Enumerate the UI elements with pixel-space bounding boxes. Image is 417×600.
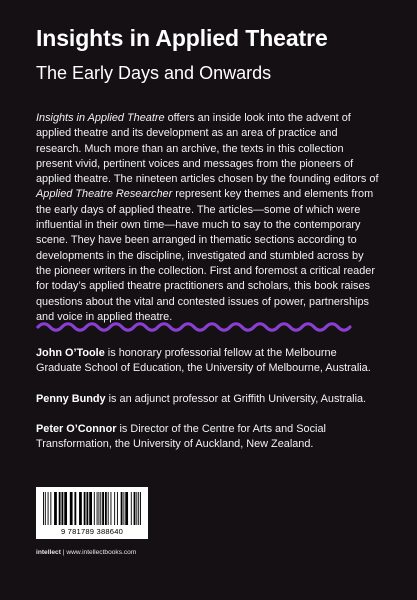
barcode-bar (86, 492, 88, 525)
barcode-bar (105, 492, 107, 525)
bio-text: is an adjunct professor at Griffith University, Australia. (105, 392, 367, 405)
barcode-bar (61, 492, 63, 525)
barcode-bar (100, 492, 101, 525)
blurb-text-part1: offers an inside look into the advent of applied theatre and its development as an area of practice and research. Much more than an archive, the texts in this collection present vivid, pertinent voices and messages from the pioneers of applied theatre. The nineteen articles chosen by the founding editors of (36, 112, 379, 186)
barcode-bar (102, 492, 104, 525)
bio-name: John O’Toole (36, 347, 105, 359)
bio-name: Penny Bundy (36, 392, 106, 405)
bio-text: is Director of the Centre for Arts and Social Transformation, the University of Auckland, New Zealand. (36, 422, 326, 451)
book-title: Insights in Applied Theatre (36, 25, 328, 51)
barcode-bars (36, 487, 148, 527)
barcode-bar (59, 492, 61, 525)
blurb-text-part2: represent key themes and elements from the early days of applied theatre. The articles—some of which were influential in their own time—have much to say to the contemporary scene. They have been arranged in thematic sections according to developments in the discipline, investigated and stumbled across by the pioneer writers in the collection. First and foremost a critical reader for today’s applied theatre practitioners and scholars, this book raises questions about the vital and contested issues of power, partnerships and voice in applied theatre. (36, 188, 375, 323)
bio-peter-oconnor (36, 422, 381, 453)
barcode-bar (48, 492, 49, 525)
barcode-bar (97, 492, 98, 525)
editor-bios (36, 346, 381, 467)
barcode-bar (138, 492, 139, 525)
isbn-barcode (36, 487, 148, 539)
blurb-journal-italic: Applied Theatre Researcher (36, 188, 173, 201)
bio-name: Peter O’Connor (36, 422, 117, 435)
barcode-bar (131, 492, 132, 525)
barcode-bar (64, 492, 67, 525)
publisher-name: intellect (36, 549, 61, 556)
barcode-bar (136, 492, 137, 525)
barcode-bar (45, 492, 46, 525)
publisher-footer (36, 549, 136, 557)
barcode-bar (98, 492, 99, 525)
book-subtitle: The Early Days and Onwards (36, 63, 272, 83)
barcode-bar (125, 492, 128, 525)
barcode-bar (140, 492, 141, 525)
barcode-bar (50, 492, 51, 525)
barcode-bar (121, 492, 123, 525)
publisher-url: www.intellectbooks.com (66, 549, 137, 556)
barcode-bar (117, 492, 118, 525)
barcode-bar (79, 492, 82, 525)
barcode-bar (110, 492, 111, 525)
isbn-number: 9 781789 388640 (60, 527, 124, 536)
decorative-wave-divider (36, 321, 352, 333)
bio-penny-bundy (36, 392, 381, 407)
barcode-bar (94, 492, 95, 525)
barcode-bar (70, 492, 73, 525)
barcode-bar (89, 492, 92, 525)
barcode-bar (54, 492, 57, 525)
barcode-bar (123, 492, 124, 525)
book-description (36, 111, 381, 325)
barcode-bar (108, 492, 109, 525)
bio-john-otoole (36, 346, 381, 377)
barcode-bar (84, 492, 86, 525)
footer-separator: | (60, 549, 67, 556)
barcode-bar (43, 492, 44, 525)
blurb-title-italic: Insights in Applied Theatre (36, 112, 165, 124)
barcode-bar (134, 492, 136, 525)
barcode-bar (114, 492, 115, 525)
barcode-bar (74, 492, 76, 525)
bio-text: is honorary professorial fellow at the Melbourne Graduate School of Education, the University of Melbourne, Australia. (36, 347, 371, 375)
